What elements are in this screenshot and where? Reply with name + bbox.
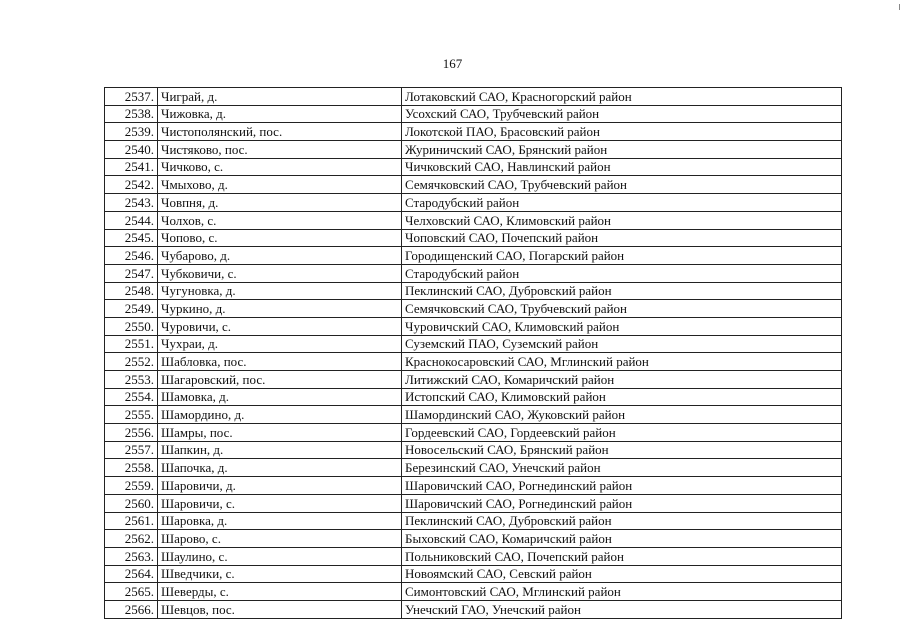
settlement-name: Шаровичи, д. — [158, 477, 402, 495]
table-row — [105, 211, 842, 229]
district-name: Березинский САО, Унечский район — [402, 459, 842, 477]
row-number: 2545. — [105, 229, 158, 247]
district-name: Быховский САО, Комаричский район — [402, 530, 842, 548]
row-number: 2542. — [105, 176, 158, 194]
district-name: Чичковский САО, Навлинский район — [402, 158, 842, 176]
district-name: Стародубский район — [402, 264, 842, 282]
district-name: Шаровичский САО, Рогнединский район — [402, 477, 842, 495]
district-name: Челховский САО, Климовский район — [402, 211, 842, 229]
district-name: Локотской ПАО, Брасовский район — [402, 123, 842, 141]
settlement-name: Шеверды, с. — [158, 583, 402, 601]
row-number: 2556. — [105, 424, 158, 442]
table-row — [105, 158, 842, 176]
table-row — [105, 300, 842, 318]
table-row — [105, 565, 842, 583]
row-number: 2555. — [105, 406, 158, 424]
table-row — [105, 317, 842, 335]
settlement-name: Шамордино, д. — [158, 406, 402, 424]
row-number: 2564. — [105, 565, 158, 583]
table-row — [105, 371, 842, 389]
district-name: Пеклинский САО, Дубровский район — [402, 282, 842, 300]
row-number: 2541. — [105, 158, 158, 176]
district-name: Журиничский САО, Брянский район — [402, 141, 842, 159]
table-row — [105, 494, 842, 512]
table-row — [105, 264, 842, 282]
row-number: 2557. — [105, 441, 158, 459]
settlement-name: Шамры, пос. — [158, 424, 402, 442]
settlement-name: Човпня, д. — [158, 194, 402, 212]
settlement-name: Шапочка, д. — [158, 459, 402, 477]
table-row — [105, 282, 842, 300]
row-number: 2546. — [105, 247, 158, 265]
settlement-name: Чубарово, д. — [158, 247, 402, 265]
settlement-name: Шамовка, д. — [158, 388, 402, 406]
row-number: 2550. — [105, 317, 158, 335]
table-row — [105, 353, 842, 371]
district-name: Стародубский район — [402, 194, 842, 212]
district-name: Новоямский САО, Севский район — [402, 565, 842, 583]
district-name: Шамординский САО, Жуковский район — [402, 406, 842, 424]
row-number: 2548. — [105, 282, 158, 300]
row-number: 2552. — [105, 353, 158, 371]
row-number: 2563. — [105, 547, 158, 565]
district-name: Новосельский САО, Брянский район — [402, 441, 842, 459]
district-name: Чоповский САО, Почепский район — [402, 229, 842, 247]
row-number: 2537. — [105, 88, 158, 106]
table-row — [105, 105, 842, 123]
table-row — [105, 441, 842, 459]
settlement-name: Шаровичи, с. — [158, 494, 402, 512]
table-row — [105, 530, 842, 548]
settlement-name: Чубковичи, с. — [158, 264, 402, 282]
settlement-name: Чолхов, с. — [158, 211, 402, 229]
settlement-name: Чмыхово, д. — [158, 176, 402, 194]
row-number: 2559. — [105, 477, 158, 495]
table-row — [105, 512, 842, 530]
settlement-name: Чугуновка, д. — [158, 282, 402, 300]
district-name: Суземский ПАО, Суземский район — [402, 335, 842, 353]
table-row — [105, 247, 842, 265]
settlement-name: Чуровичи, с. — [158, 317, 402, 335]
settlement-name: Шагаровский, пос. — [158, 371, 402, 389]
table-row — [105, 547, 842, 565]
table-row — [105, 335, 842, 353]
district-name: Симонтовский САО, Мглинский район — [402, 583, 842, 601]
settlement-name: Чичково, с. — [158, 158, 402, 176]
settlement-name: Чиграй, д. — [158, 88, 402, 106]
row-number: 2547. — [105, 264, 158, 282]
settlement-name: Шапкин, д. — [158, 441, 402, 459]
district-name: Шаровичский САО, Рогнединский район — [402, 494, 842, 512]
table-row — [105, 583, 842, 601]
table-row — [105, 176, 842, 194]
district-name: Городищенский САО, Погарский район — [402, 247, 842, 265]
district-name: Семячковский САО, Трубчевский район — [402, 176, 842, 194]
district-name: Краснокосаровский САО, Мглинский район — [402, 353, 842, 371]
row-number: 2566. — [105, 600, 158, 618]
row-number: 2540. — [105, 141, 158, 159]
district-name: Лотаковский САО, Красногорский район — [402, 88, 842, 106]
district-name: Унечский ГАО, Унечский район — [402, 600, 842, 618]
row-number: 2565. — [105, 583, 158, 601]
row-number: 2558. — [105, 459, 158, 477]
table-row — [105, 424, 842, 442]
row-number: 2554. — [105, 388, 158, 406]
table-row — [105, 477, 842, 495]
table-row — [105, 141, 842, 159]
district-name: Гордеевский САО, Гордеевский район — [402, 424, 842, 442]
settlement-name: Чижовка, д. — [158, 105, 402, 123]
table-row — [105, 388, 842, 406]
settlement-name: Чухраи, д. — [158, 335, 402, 353]
table-row — [105, 600, 842, 618]
table-row — [105, 229, 842, 247]
settlement-name: Чуркино, д. — [158, 300, 402, 318]
row-number: 2539. — [105, 123, 158, 141]
settlement-name: Чистополянский, пос. — [158, 123, 402, 141]
settlement-name: Шаулино, с. — [158, 547, 402, 565]
row-number: 2562. — [105, 530, 158, 548]
page-number: 167 — [442, 56, 463, 71]
settlement-name: Чопово, с. — [158, 229, 402, 247]
row-number: 2560. — [105, 494, 158, 512]
district-name: Литижский САО, Комаричский район — [402, 371, 842, 389]
row-number: 2553. — [105, 371, 158, 389]
row-number: 2549. — [105, 300, 158, 318]
district-name: Чуровичский САО, Климовский район — [402, 317, 842, 335]
table-row — [105, 123, 842, 141]
table-row — [105, 406, 842, 424]
settlement-name: Шарово, с. — [158, 530, 402, 548]
row-number: 2561. — [105, 512, 158, 530]
row-number: 2538. — [105, 105, 158, 123]
table-row — [105, 88, 842, 106]
district-name: Семячковский САО, Трубчевский район — [402, 300, 842, 318]
row-number: 2543. — [105, 194, 158, 212]
settlement-name: Шведчики, с. — [158, 565, 402, 583]
row-number: 2544. — [105, 211, 158, 229]
table-row — [105, 459, 842, 477]
scan-mark — [899, 4, 900, 10]
table-body — [105, 88, 842, 619]
settlement-name: Чистяково, пос. — [158, 141, 402, 159]
district-name: Истопский САО, Климовский район — [402, 388, 842, 406]
row-number: 2551. — [105, 335, 158, 353]
district-name: Пеклинский САО, Дубровский район — [402, 512, 842, 530]
district-name: Усохский САО, Трубчевский район — [402, 105, 842, 123]
settlement-name: Шаровка, д. — [158, 512, 402, 530]
settlement-name: Шабловка, пос. — [158, 353, 402, 371]
table-row — [105, 194, 842, 212]
district-name: Польниковский САО, Почепский район — [402, 547, 842, 565]
settlements-table — [104, 87, 842, 619]
settlement-name: Шевцов, пос. — [158, 600, 402, 618]
